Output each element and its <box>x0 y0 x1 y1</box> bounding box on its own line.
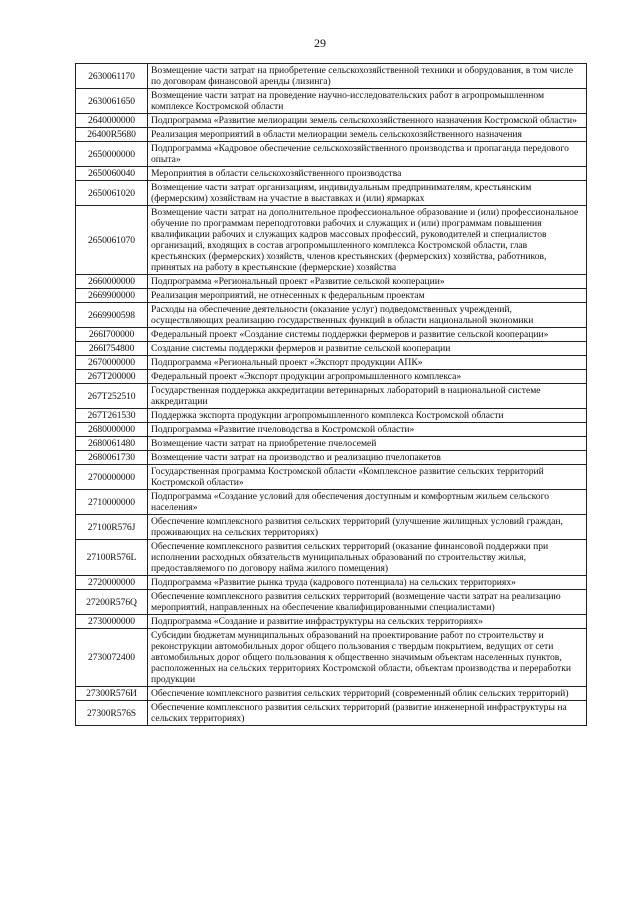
table-row <box>76 576 587 590</box>
row-code: 2650060040 <box>76 167 148 181</box>
row-description: Поддержка экспорта продукции агропромышленного комплекса Костромской области <box>148 409 587 423</box>
row-description: Возмещение части затрат на проведение научно-исследовательских работ в агропромышленном комплексе Костромской области <box>148 89 587 114</box>
row-code: 27300R576И <box>76 687 148 701</box>
row-code: 2680061480 <box>76 437 148 451</box>
table-row <box>76 490 587 515</box>
row-description: Обеспечение комплексного развития сельских территорий (современный облик сельских территорий) <box>148 687 587 701</box>
row-description: Подпрограмма «Развитие рынка труда (кадрового потенциала) на сельских территориях» <box>148 576 587 590</box>
table-row <box>76 615 587 629</box>
row-code: 2680000000 <box>76 423 148 437</box>
row-description: Возмещение части затрат организациям, индивидуальным предпринимателям, крестьянским (фермерским) хозяйствам на участие в выставках и (или) ярмарках <box>148 181 587 206</box>
table-row <box>76 289 587 303</box>
table-row <box>76 206 587 275</box>
table-row <box>76 701 587 726</box>
table-row <box>76 629 587 687</box>
table-row <box>76 275 587 289</box>
row-description: Создание системы поддержки фермеров и развитие сельской кооперации <box>148 342 587 356</box>
row-code: 27300R576S <box>76 701 148 726</box>
row-description: Обеспечение комплексного развития сельских территорий (развитие инженерной инфраструктуры на сельских территориях) <box>148 701 587 726</box>
row-description: Возмещение части затрат на производство и реализацию пчелопакетов <box>148 451 587 465</box>
row-description: Возмещение части затрат на приобретение сельскохозяйственной техники и оборудования, в том числе по договорам финансовой аренды (лизинга) <box>148 64 587 89</box>
row-description: Государственная поддержка аккредитации ветеринарных лабораторий в национальной системе аккредитации <box>148 384 587 409</box>
table-row <box>76 89 587 114</box>
table-row <box>76 370 587 384</box>
table-row <box>76 181 587 206</box>
table-row <box>76 423 587 437</box>
table-row <box>76 515 587 540</box>
row-code: 2650061020 <box>76 181 148 206</box>
row-description: Подпрограмма «Кадровое обеспечение сельскохозяйственного производства и пропаганда передового опыта» <box>148 142 587 167</box>
table-row <box>76 167 587 181</box>
table-row <box>76 328 587 342</box>
table-row <box>76 384 587 409</box>
row-code: 267T200000 <box>76 370 148 384</box>
row-code: 2669900598 <box>76 303 148 328</box>
row-description: Реализация мероприятий, не отнесенных к федеральным проектам <box>148 289 587 303</box>
row-description: Расходы на обеспечение деятельности (оказание услуг) подведомственных учреждений, осуществляющих реализацию государственных функций в области национальной экономики <box>148 303 587 328</box>
row-code: 2710000000 <box>76 490 148 515</box>
row-code: 2720000000 <box>76 576 148 590</box>
row-code: 27100R576J <box>76 515 148 540</box>
row-description: Государственная программа Костромской области «Комплексное развитие сельских территорий Костромской области» <box>148 465 587 490</box>
page-number: 29 <box>314 36 326 50</box>
row-description: Подпрограмма «Региональный проект «Развитие сельской кооперации» <box>148 275 587 289</box>
table-row <box>76 114 587 128</box>
row-code: 2630061170 <box>76 64 148 89</box>
table-row <box>76 303 587 328</box>
table-row <box>76 64 587 89</box>
row-code: 2650061070 <box>76 206 148 275</box>
row-description: Федеральный проект «Создание системы поддержки фермеров и развитие сельской кооперации» <box>148 328 587 342</box>
row-code: 267T252510 <box>76 384 148 409</box>
table-row <box>76 342 587 356</box>
row-code: 2660000000 <box>76 275 148 289</box>
table-row <box>76 409 587 423</box>
row-code: 2630061650 <box>76 89 148 114</box>
row-description: Обеспечение комплексного развития сельских территорий (оказание финансовой поддержки при исполнении расходных обязательств муниципальных образований по строительству жилья, предоставляемого по договору найма жилого помещения) <box>148 540 587 576</box>
table-row <box>76 356 587 370</box>
row-code: 266I700000 <box>76 328 148 342</box>
row-code: 2700000000 <box>76 465 148 490</box>
table-row <box>76 590 587 615</box>
table-row <box>76 451 587 465</box>
row-code: 2730072400 <box>76 629 148 687</box>
table-row <box>76 437 587 451</box>
row-description: Обеспечение комплексного развития сельских территорий (возмещение части затрат на реализацию мероприятий, направленных на обеспечение квалифицированными специалистами) <box>148 590 587 615</box>
row-description: Возмещение части затрат на дополнительное профессиональное образование и (или) профессиональное обучение по программам переподготовки рабочих и служащих и (или) программам повышения квалификации рабочих и служащих кадров массовых профессий, руководителей и специалистов организаций, входящих в состав агропромышленного комплекса Костромской области, глав крестьянских (фермерских) хозяйств, членов крестьянских (фермерских) хозяйства, работников, принятых на работу в крестьянские (фермерские) хозяйства <box>148 206 587 275</box>
row-code: 266I754800 <box>76 342 148 356</box>
row-description: Возмещение части затрат на приобретение пчелосемей <box>148 437 587 451</box>
row-code: 2669900000 <box>76 289 148 303</box>
row-description: Реализация мероприятий в области мелиорации земель сельскохозяйственного назначения <box>148 128 587 142</box>
table-row <box>76 128 587 142</box>
row-code: 2670000000 <box>76 356 148 370</box>
row-code: 27100R576L <box>76 540 148 576</box>
row-description: Подпрограмма «Развитие пчеловодства в Костромской области» <box>148 423 587 437</box>
row-code: 2730000000 <box>76 615 148 629</box>
row-description: Подпрограмма «Создание и развитие инфраструктуры на сельских территориях» <box>148 615 587 629</box>
row-description: Мероприятия в области сельскохозяйственного производства <box>148 167 587 181</box>
table-row <box>76 465 587 490</box>
row-description: Федеральный проект «Экспорт продукции агропромышленного комплекса» <box>148 370 587 384</box>
table-row <box>76 687 587 701</box>
row-description: Подпрограмма «Региональный проект «Экспорт продукции АПК» <box>148 356 587 370</box>
budget-classification-table <box>75 63 587 726</box>
table-row <box>76 540 587 576</box>
row-code: 26400R5680 <box>76 128 148 142</box>
row-description: Субсидии бюджетам муниципальных образований на проектирование работ по строительству и реконструкции автомобильных дорог общего пользования с твердым покрытием, ведущих от сети автомобильных дорог общего пользования к общественно значимым объектам населенных пунктов, расположенных на сельских территориях Костромской области, объектам производства и переработки продукции <box>148 629 587 687</box>
row-code: 2640000000 <box>76 114 148 128</box>
row-description: Обеспечение комплексного развития сельских территорий (улучшение жилищных условий граждан, проживающих на сельских территориях) <box>148 515 587 540</box>
row-description: Подпрограмма «Развитие мелиорации земель сельскохозяйственного назначения Костромской области» <box>148 114 587 128</box>
row-code: 267T261530 <box>76 409 148 423</box>
row-description: Подпрограмма «Создание условий для обеспечения доступным и комфортным жильем сельского населения» <box>148 490 587 515</box>
row-code: 27200R576Q <box>76 590 148 615</box>
table-row <box>76 142 587 167</box>
row-code: 2650000000 <box>76 142 148 167</box>
row-code: 2680061730 <box>76 451 148 465</box>
